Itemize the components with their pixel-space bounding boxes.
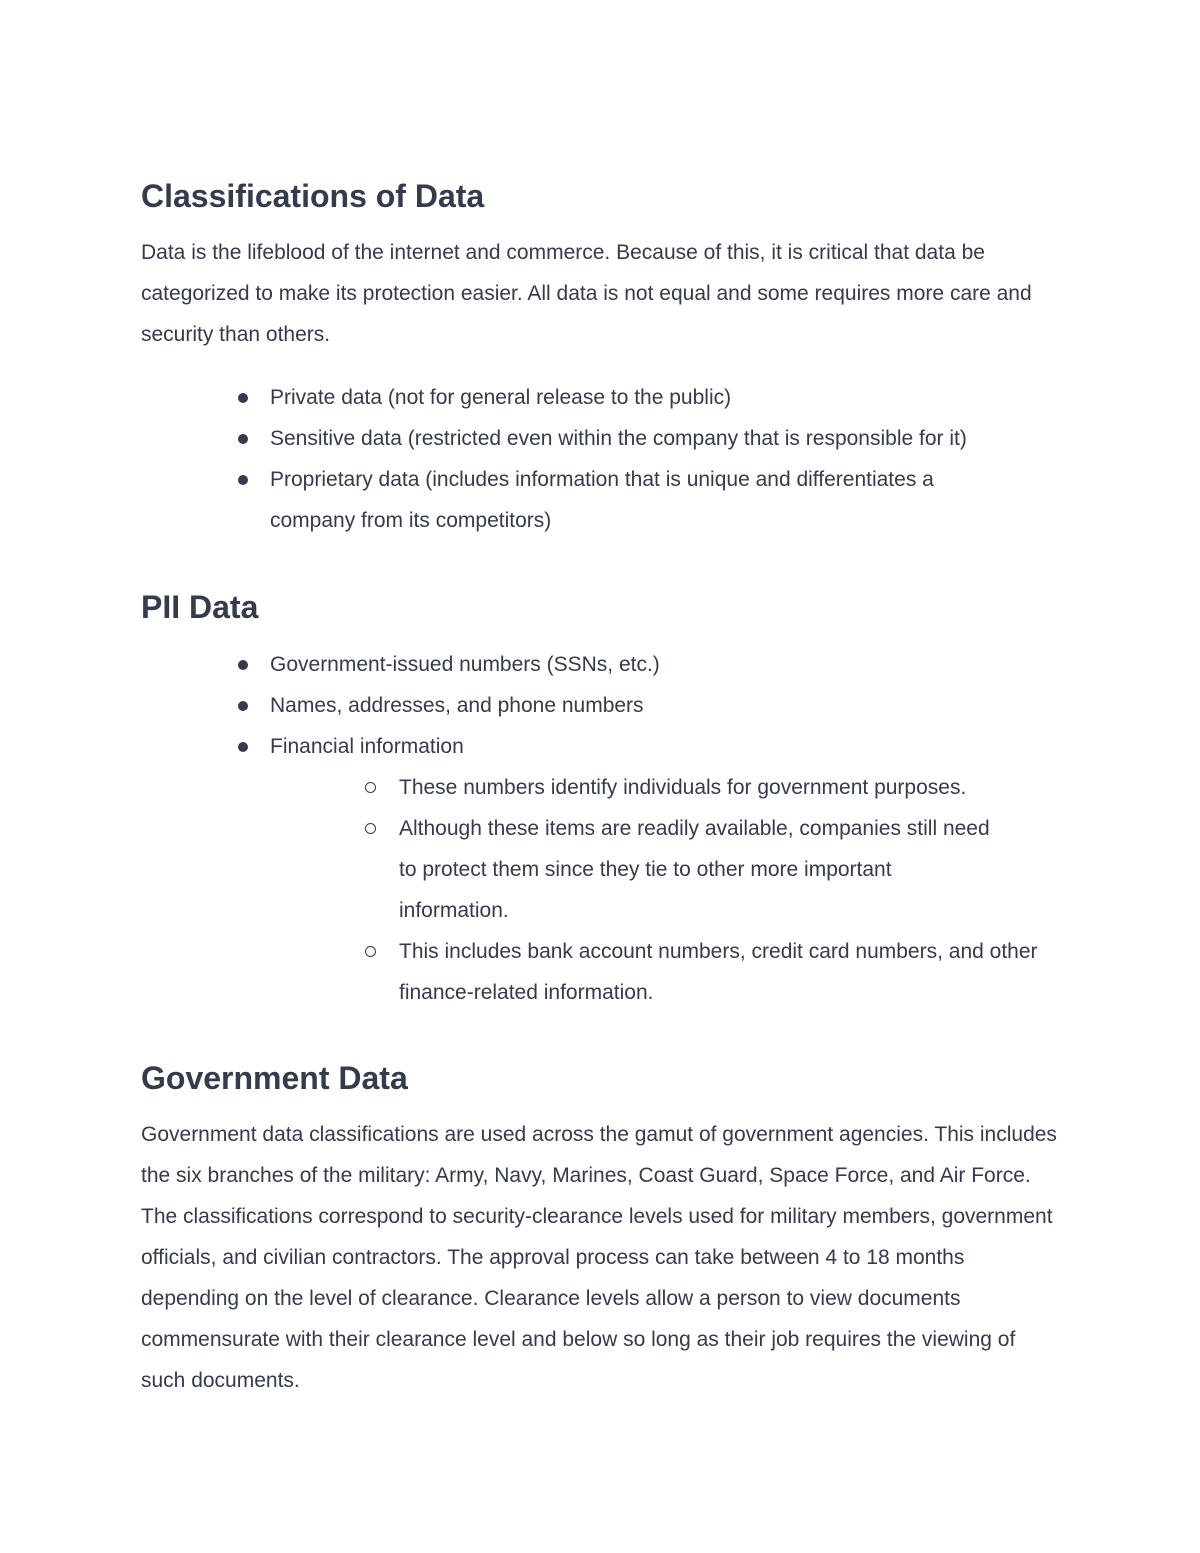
list-item bbox=[141, 377, 1061, 418]
list-item bbox=[141, 685, 1061, 726]
list-item bbox=[141, 726, 1061, 767]
section-body-classifications: Data is the lifeblood of the internet and commerce. Because of this, it is critical that data be categorized to make its protection easier. All data is not equal and some requires more care and security than others. bbox=[141, 241, 1032, 346]
hollow-bullet-icon bbox=[365, 823, 376, 834]
section-title-government: Government Data bbox=[141, 1060, 408, 1096]
list-item-text: Names, addresses, and phone numbers bbox=[270, 694, 644, 717]
pii-list bbox=[141, 644, 1061, 767]
list-item bbox=[141, 418, 1061, 459]
bullet-icon bbox=[238, 701, 248, 711]
section-title-pii: PII Data bbox=[141, 589, 259, 625]
bullet-icon bbox=[238, 393, 248, 403]
classification-list bbox=[141, 377, 1061, 541]
hollow-bullet-icon bbox=[365, 946, 376, 957]
bullet-icon bbox=[238, 660, 248, 670]
bullet-icon bbox=[238, 475, 248, 485]
section-body-government: Government data classifications are used across the gamut of government agencies. This includes the six branches of the military: Army, Navy, Marines, Coast Guard, Space Force, and Air Force. The classifications correspond to security-clearance levels used for military members, government officials, and civilian contractors. The approval process can take between 4 to 18 months depending on the level of clearance. Clearance levels allow a person to view documents commensurate with their clearance level and below so long as their job requires the viewing of such documents. bbox=[141, 1123, 1057, 1392]
sub-list-item bbox=[141, 767, 1061, 808]
bullet-icon bbox=[238, 742, 248, 752]
sub-list-item bbox=[141, 808, 1061, 931]
list-item-text: Government-issued numbers (SSNs, etc.) bbox=[270, 653, 660, 676]
list-item-text: Private data (not for general release to the public) bbox=[270, 386, 732, 409]
list-item bbox=[141, 459, 1061, 541]
sub-list-item bbox=[141, 931, 1061, 1013]
list-item-text: Sensitive data (restricted even within the company that is responsible for it) bbox=[270, 427, 967, 450]
sub-list-item-text: This includes bank account numbers, credit card numbers, and other finance-related information. bbox=[399, 940, 1038, 1004]
document-page bbox=[141, 176, 1061, 1401]
sub-list-item-text: Although these items are readily available, companies still need to protect them since they tie to other more important information. bbox=[399, 817, 990, 922]
sub-list-item-text: These numbers identify individuals for government purposes. bbox=[399, 776, 967, 799]
list-item-text: Financial information bbox=[270, 735, 464, 758]
hollow-bullet-icon bbox=[365, 782, 376, 793]
list-item-text: Proprietary data (includes information that is unique and differentiates a company from its competitors) bbox=[270, 468, 934, 532]
section-title-classifications: Classifications of Data bbox=[141, 178, 485, 214]
bullet-icon bbox=[238, 434, 248, 444]
list-item bbox=[141, 644, 1061, 685]
pii-sublist bbox=[141, 767, 1061, 1013]
